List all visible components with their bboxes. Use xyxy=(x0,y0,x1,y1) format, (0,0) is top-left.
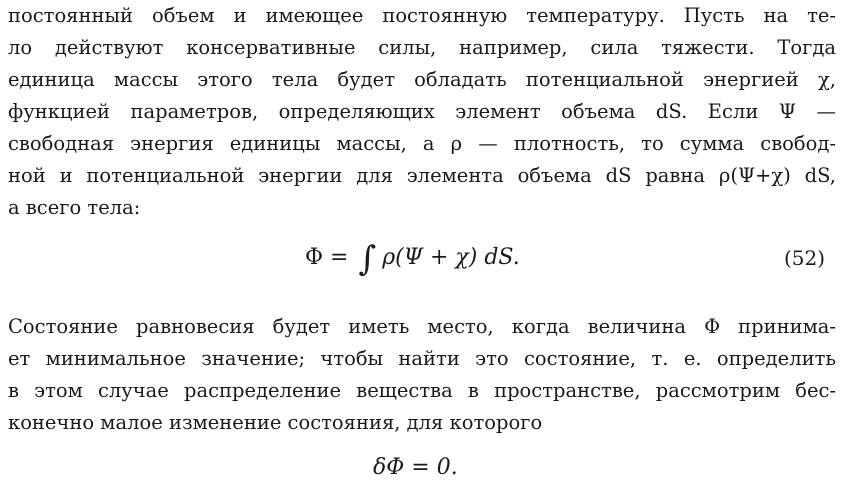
text-line: ет минимальное значение; чтобы найти это состояние, т. е. определить xyxy=(8,347,836,370)
equation-rhs: ρ(Ψ + χ) dS. xyxy=(382,245,520,270)
text-line: постоянный объем и имеющее постоянную температуру. Пусть на те- xyxy=(8,4,836,27)
text-line: свободная энергия единицы массы, а ρ — плотность, то сумма свобод- xyxy=(8,132,836,155)
text-line: а всего тела: xyxy=(8,196,141,219)
text-line: ло действуют консервативные силы, например, сила тяжести. Тогда xyxy=(8,36,836,59)
equation-number: (52) xyxy=(784,246,826,270)
equation-lhs: Φ = xyxy=(305,245,349,270)
text-line: конечно малое изменение состояния, для которого xyxy=(8,411,543,434)
text-line: в этом случае распределение вещества в пространстве, рассмотрим бес- xyxy=(8,379,836,402)
equation-variation: δΦ = 0. xyxy=(373,455,458,480)
equation-52 xyxy=(305,238,520,278)
integral-sign: ∫ xyxy=(358,239,377,279)
text-line: функцией параметров, определяющих элемент объема dS. Если Ψ — xyxy=(8,100,836,123)
text-line: единица массы этого тела будет обладать потенциальной энергией χ, xyxy=(8,68,836,91)
text-line: ной и потенциальной энергии для элемента объема dS равна ρ(Ψ+χ) dS, xyxy=(8,164,836,187)
text-line: Состояние равновесия будет иметь место, когда величина Φ принима- xyxy=(8,315,836,338)
